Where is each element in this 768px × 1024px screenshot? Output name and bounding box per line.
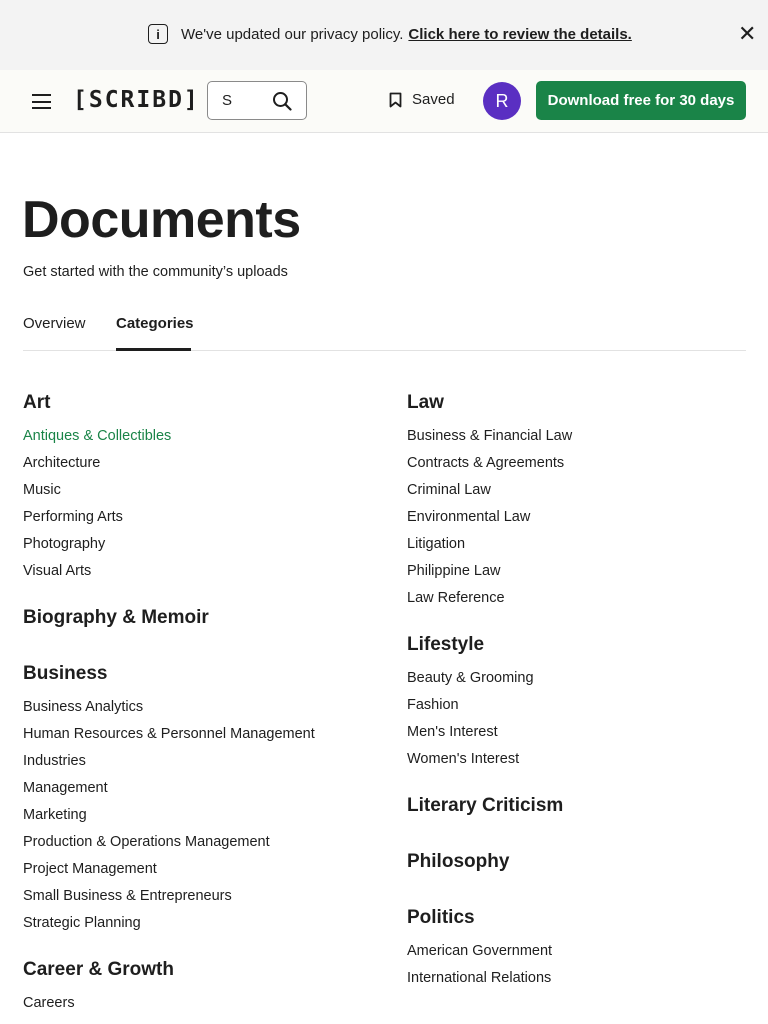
category-heading-career-and-growth[interactable]: Career & Growth	[23, 959, 174, 980]
category-section-business	[23, 662, 363, 937]
categories-right-column	[407, 391, 747, 1013]
category-heading-business[interactable]: Business	[23, 663, 108, 684]
subcategory-link-performing-arts[interactable]: Performing Arts	[23, 509, 123, 525]
scribd-logo[interactable]: [SCRIBD]	[73, 87, 200, 113]
subcategory-link-law-reference[interactable]: Law Reference	[407, 590, 505, 606]
category-section-philosophy	[407, 850, 747, 882]
subcategory-list	[23, 694, 363, 937]
category-heading-philosophy[interactable]: Philosophy	[407, 851, 510, 872]
category-section-law	[407, 391, 747, 612]
search-box	[207, 81, 307, 120]
subcategory-list	[23, 423, 363, 585]
category-section-biography-and-memoir	[23, 606, 363, 638]
search-input[interactable]	[222, 92, 252, 109]
privacy-review-link[interactable]: Click here to review the details.	[408, 25, 632, 43]
subcategory-link-business-and-financial-law[interactable]: Business & Financial Law	[407, 428, 573, 444]
info-icon: i	[148, 24, 168, 44]
subcategory-link-litigation[interactable]: Litigation	[407, 536, 466, 552]
subcategory-link-men-s-interest[interactable]: Men's Interest	[407, 724, 498, 740]
category-section-career-and-growth	[23, 958, 363, 1017]
subcategory-link-architecture[interactable]: Architecture	[23, 455, 101, 471]
privacy-banner	[0, 0, 768, 70]
subcategory-link-strategic-planning[interactable]: Strategic Planning	[23, 915, 141, 931]
subcategory-link-contracts-and-agreements[interactable]: Contracts & Agreements	[407, 455, 565, 471]
page-title: Documents	[22, 191, 301, 249]
subcategory-list	[407, 423, 747, 612]
category-heading-law[interactable]: Law	[407, 392, 444, 413]
subcategory-link-criminal-law[interactable]: Criminal Law	[407, 482, 491, 498]
bookmark-icon	[389, 92, 402, 108]
subcategory-link-visual-arts[interactable]: Visual Arts	[23, 563, 92, 579]
tab-overview[interactable]: Overview	[23, 315, 86, 332]
category-heading-art[interactable]: Art	[23, 392, 51, 413]
subcategory-link-business-analytics[interactable]: Business Analytics	[23, 699, 144, 715]
subcategory-link-small-business-and-entrepreneurs[interactable]: Small Business & Entrepreneurs	[23, 888, 232, 904]
subcategory-link-industries[interactable]: Industries	[23, 753, 86, 769]
download-free-button[interactable]: Download free for 30 days	[536, 81, 746, 120]
subcategory-list	[407, 938, 747, 992]
close-icon[interactable]: ✕	[738, 21, 757, 46]
category-heading-lifestyle[interactable]: Lifestyle	[407, 634, 485, 655]
site-header	[0, 70, 768, 133]
subcategory-link-music[interactable]: Music	[23, 482, 61, 498]
subcategory-link-production-and-operations-management[interactable]: Production & Operations Management	[23, 834, 270, 850]
privacy-message-row	[148, 24, 632, 44]
saved-button[interactable]	[389, 91, 455, 108]
subcategory-link-women-s-interest[interactable]: Women's Interest	[407, 751, 520, 767]
subcategory-link-marketing[interactable]: Marketing	[23, 807, 87, 823]
saved-label: Saved	[412, 91, 455, 108]
tab-categories[interactable]: Categories	[116, 315, 194, 332]
category-section-lifestyle	[407, 633, 747, 773]
subcategory-link-antiques-and-collectibles[interactable]: Antiques & Collectibles	[23, 428, 172, 444]
subcategory-link-management[interactable]: Management	[23, 780, 108, 796]
subcategory-link-careers[interactable]: Careers	[23, 995, 75, 1011]
subcategory-link-environmental-law[interactable]: Environmental Law	[407, 509, 531, 525]
category-section-literary-criticism	[407, 794, 747, 826]
subcategory-list	[407, 665, 747, 773]
hamburger-menu-icon[interactable]	[32, 94, 51, 109]
subcategory-link-photography[interactable]: Photography	[23, 536, 106, 552]
page-subtitle: Get started with the community’s uploads	[23, 264, 288, 280]
subcategory-link-international-relations[interactable]: International Relations	[407, 970, 552, 986]
subcategory-list	[23, 990, 363, 1017]
privacy-message: We've updated our privacy policy.	[181, 25, 404, 43]
category-heading-biography-and-memoir[interactable]: Biography & Memoir	[23, 607, 209, 628]
search-icon[interactable]	[272, 91, 292, 111]
categories-left-column	[23, 391, 363, 1024]
subcategory-link-philippine-law[interactable]: Philippine Law	[407, 563, 501, 579]
subcategory-link-fashion[interactable]: Fashion	[407, 697, 459, 713]
category-section-politics	[407, 906, 747, 992]
subcategory-link-project-management[interactable]: Project Management	[23, 861, 157, 877]
subcategory-link-human-resources-and-personnel-management[interactable]: Human Resources & Personnel Management	[23, 726, 315, 742]
tab-bar	[23, 313, 746, 351]
subcategory-link-american-government[interactable]: American Government	[407, 943, 553, 959]
category-section-art	[23, 391, 363, 585]
avatar[interactable]: R	[483, 82, 521, 120]
category-heading-politics[interactable]: Politics	[407, 907, 475, 928]
subcategory-link-beauty-and-grooming[interactable]: Beauty & Grooming	[407, 670, 534, 686]
active-tab-indicator	[116, 348, 191, 351]
category-heading-literary-criticism[interactable]: Literary Criticism	[407, 795, 564, 816]
